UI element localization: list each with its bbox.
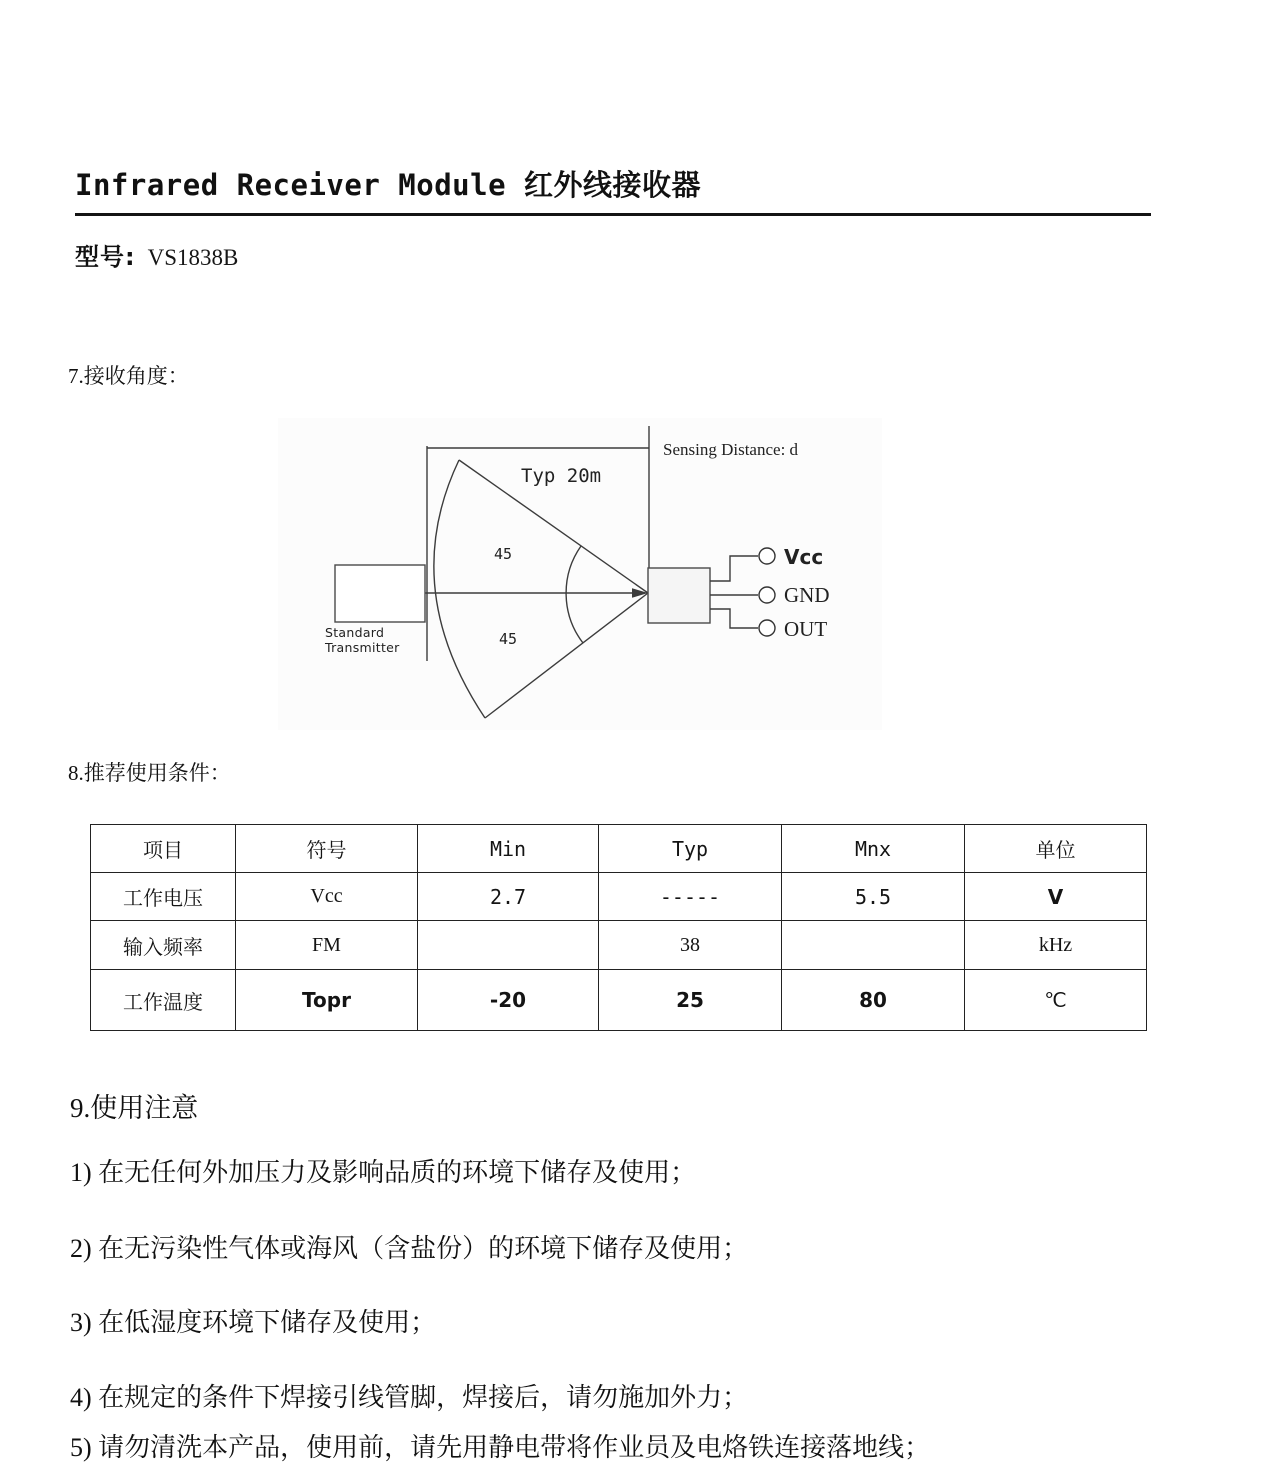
lower-angle-label: 45 [499, 630, 518, 648]
section-9-heading: 9.使用注意 [70, 1093, 199, 1123]
pin-label-out: OUT [784, 617, 828, 641]
header-symbol: 符号 [236, 825, 418, 873]
page-title: Infrared Receiver Module 红外线接收器 [75, 168, 701, 202]
usage-note-2: 2) 在无污染性气体或海风（含盐份）的环境下储存及使用； [70, 1234, 749, 1263]
out-terminal [759, 620, 775, 636]
upper-angle-label: 45 [494, 545, 513, 563]
cell-max [782, 921, 965, 970]
table-header-row [91, 825, 1147, 873]
cell-min: -20 [418, 970, 599, 1031]
table-row [91, 921, 1147, 970]
cell-max: 5.5 [782, 873, 965, 921]
section-7-heading: 7.接收角度： [68, 364, 189, 388]
receiving-angle-diagram [278, 418, 882, 730]
typ-distance-label: Typ 20m [521, 465, 602, 487]
table-row [91, 970, 1147, 1031]
model-value: VS1838B [147, 245, 239, 270]
usage-note-3: 3) 在低湿度环境下储存及使用； [70, 1308, 437, 1337]
cell-symbol: FM [236, 921, 418, 970]
vcc-terminal [759, 548, 775, 564]
fan-inner-arc [566, 546, 583, 643]
recommended-conditions-table [90, 824, 1147, 1031]
cell-typ: 25 [599, 970, 782, 1031]
header-min: Min [418, 825, 599, 873]
header-item: 项目 [91, 825, 236, 873]
cell-unit: ℃ [965, 970, 1147, 1031]
cell-item: 工作电压 [91, 873, 236, 921]
section-8-heading: 8.推荐使用条件： [68, 761, 231, 785]
cell-typ: ----- [599, 873, 782, 921]
usage-note-5: 5) 请勿清洗本产品，使用前，请先用静电带将作业员及电烙铁连接落地线； [70, 1433, 931, 1462]
model-line [75, 237, 238, 272]
header-max: Mnx [782, 825, 965, 873]
axis-arrowhead [632, 588, 648, 598]
header-unit: 单位 [965, 825, 1147, 873]
cell-typ: 38 [599, 921, 782, 970]
usage-note-1: 1) 在无任何外加压力及影响品质的环境下储存及使用； [70, 1158, 697, 1187]
cell-unit: V [965, 873, 1147, 921]
transmitter-label-line2: Transmitter [325, 640, 400, 655]
pin-label-gnd: GND [784, 583, 830, 607]
cell-symbol: Topr [236, 970, 418, 1031]
cell-unit: kHz [965, 921, 1147, 970]
receiver-box [648, 568, 710, 623]
cell-min [418, 921, 599, 970]
gnd-terminal [759, 587, 775, 603]
header-typ: Typ [599, 825, 782, 873]
fan-outer-arc [434, 460, 485, 718]
cell-item: 工作温度 [91, 970, 236, 1031]
fan-lower-edge [485, 593, 648, 718]
table-row [91, 873, 1147, 921]
cell-item: 输入频率 [91, 921, 236, 970]
model-label: 型号: [75, 243, 136, 271]
transmitter-label-line1: Standard [325, 625, 385, 640]
cell-max: 80 [782, 970, 965, 1031]
transmitter-box [335, 565, 425, 622]
cell-symbol: Vcc [236, 873, 418, 921]
usage-note-4: 4) 在规定的条件下焊接引线管脚，焊接后，请勿施加外力； [70, 1383, 749, 1412]
out-lead [710, 609, 758, 628]
pin-label-vcc: Vcc [784, 545, 824, 569]
sensing-distance-label: Sensing Distance: d [663, 440, 799, 459]
page-title-block [75, 163, 1151, 216]
cell-min: 2.7 [418, 873, 599, 921]
vcc-lead [710, 556, 758, 581]
